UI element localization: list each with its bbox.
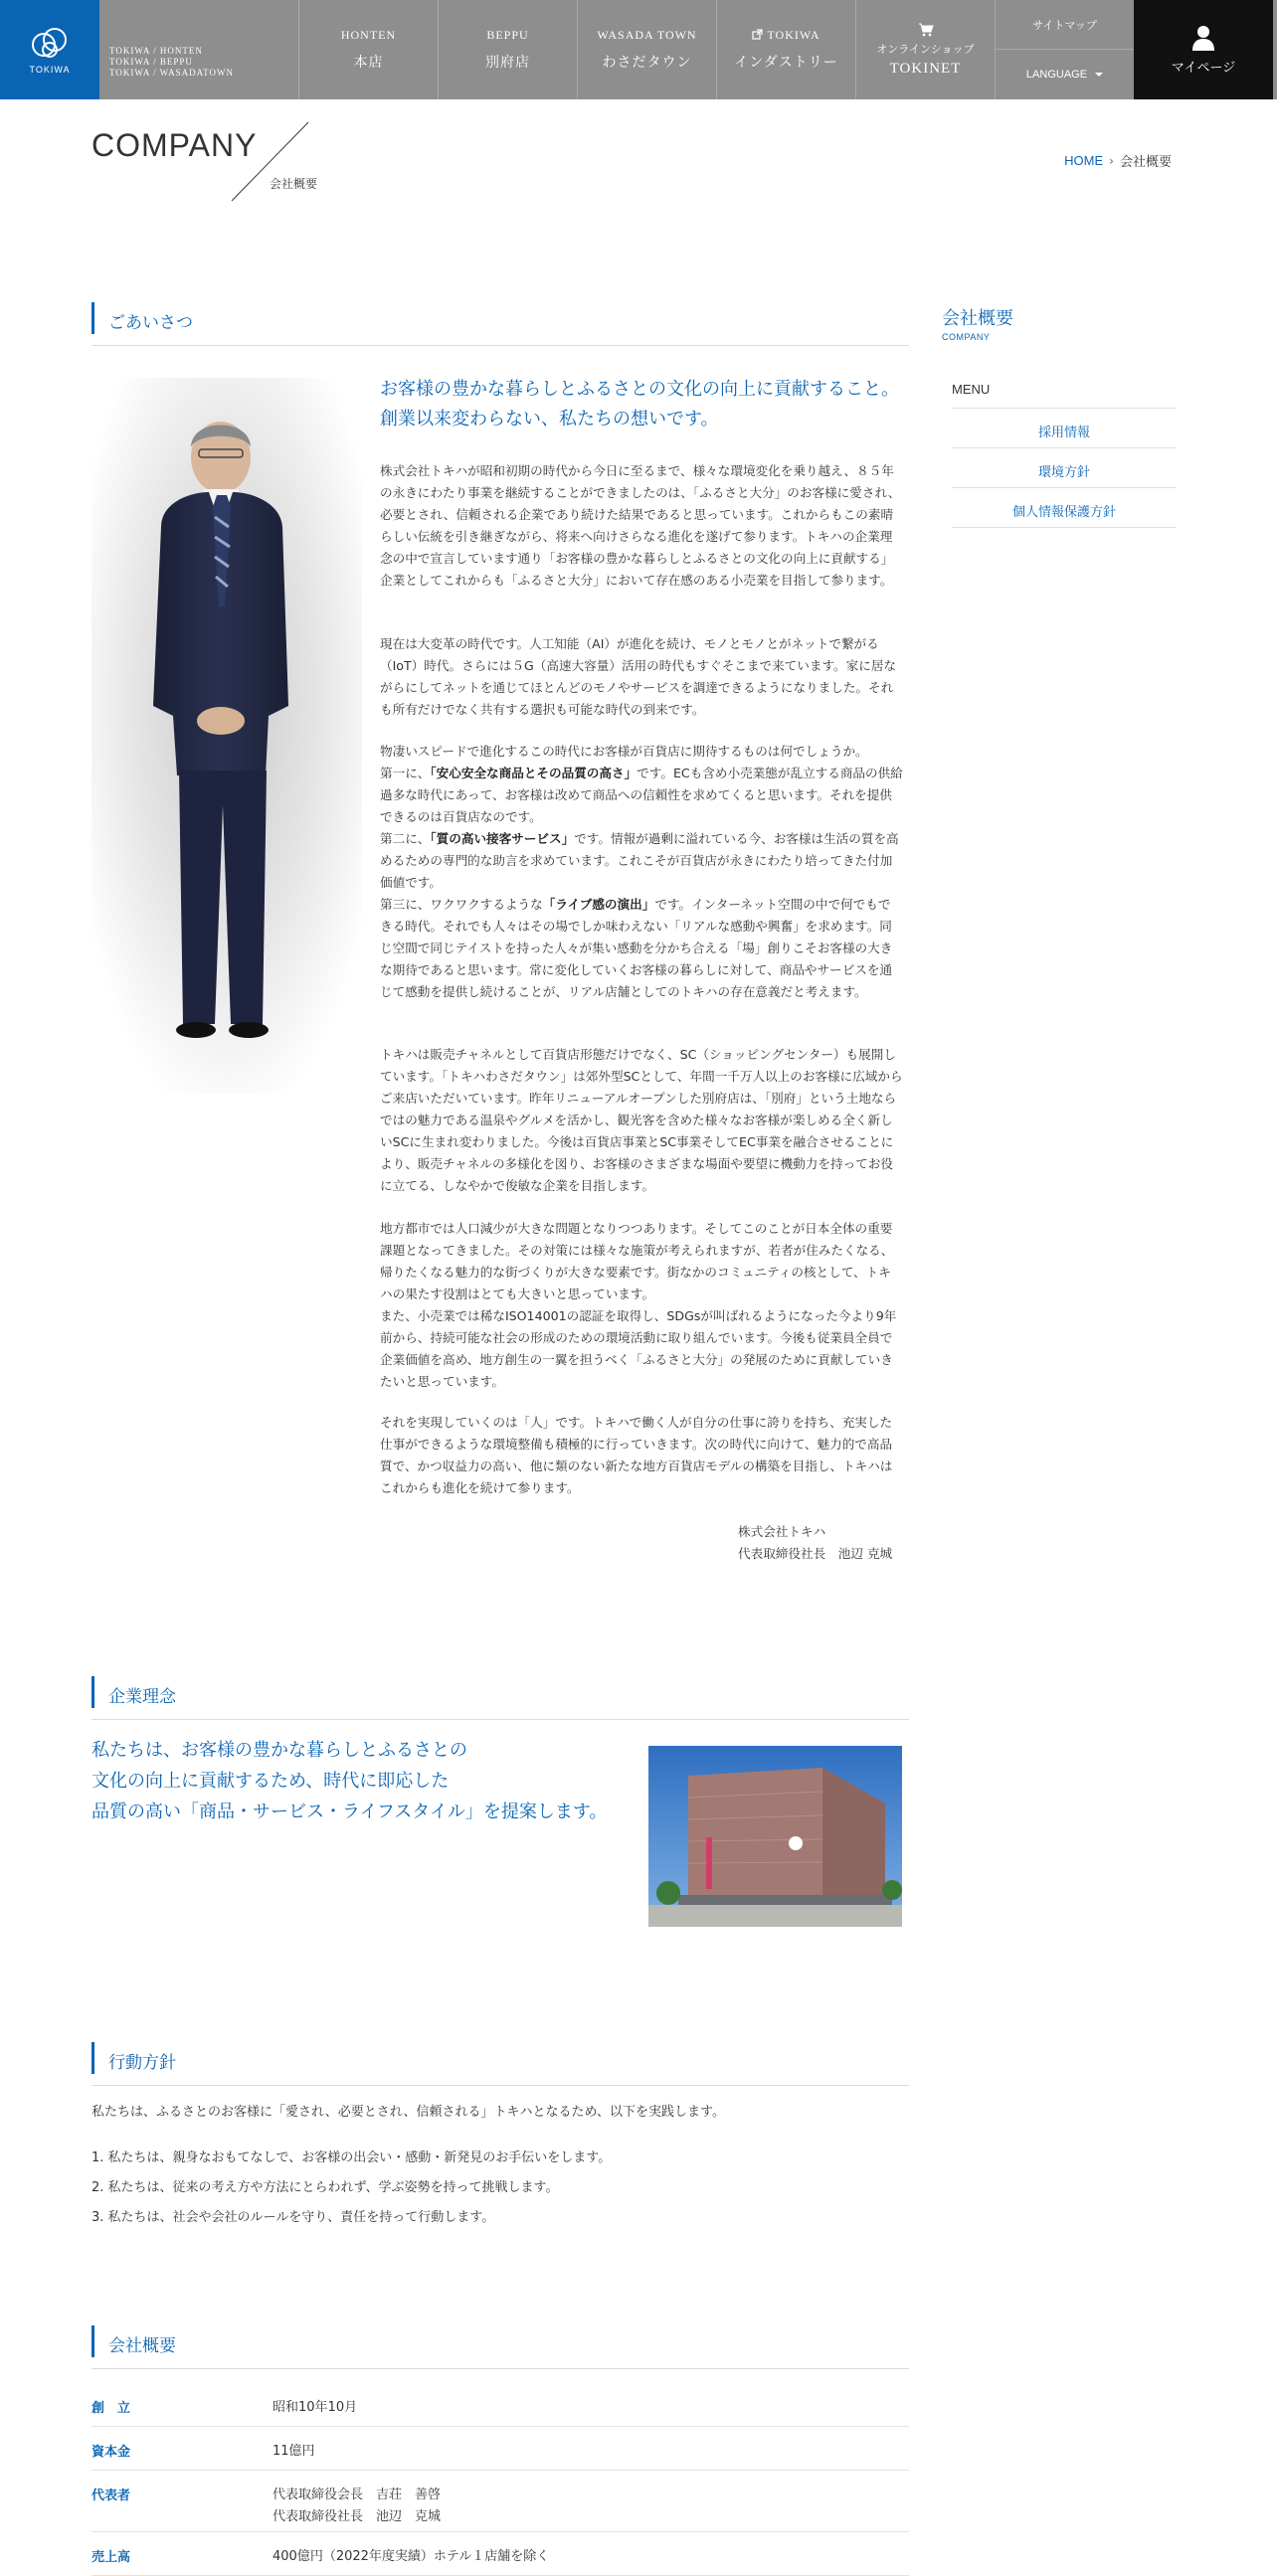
row-value-line-1: 代表取締役会長 吉荘 善啓 xyxy=(273,2488,442,2502)
greeting-heading: ごあいさつ xyxy=(108,313,193,333)
greeting-heading-block xyxy=(91,298,909,346)
p3-second-pre: 第二に、 xyxy=(380,831,431,846)
nav-wasada-en: WASADA TOWN xyxy=(597,28,697,42)
site-header xyxy=(0,0,1277,99)
signature-name: 代表取締役社長 池辺 克城 xyxy=(738,1546,893,1561)
greeting-p3-intro: 物凄いスピードで進化するこの時代にお客様が百貨店に期待するものは何でしょうか。 xyxy=(380,744,868,759)
row-key: 創 立 xyxy=(91,2401,131,2416)
greeting-p5-a: 地方都市では人口減少が大きな問題となりつつあります。そしてこのことが日本全体の重要課題となってきました。その対策には様々な施策が考えられますが、若者が住みたくなる、帰りたくなる魅力的な街づくりが大きな要素です。街なかのコミュニティの核として、トキハの果たす役割はとても大きいと思っています。 xyxy=(380,1221,894,1301)
sidebar-menu-label: MENU xyxy=(952,382,991,397)
branch-list xyxy=(99,0,298,99)
sidebar-subtitle: COMPANY xyxy=(942,332,991,342)
greeting-p5-b: また、小売業では稀なISO14001の認証を取得し、SDGsが叫ばれるようになった今より9年前から、持続可能な社会の形成のための環境活動に取り組んでいます。今後も従業員全員で企業価値を高め、地方創生の一翼を担うべく「ふるさと大分」の発展のために貢献していきたいと思っています。 xyxy=(380,1308,897,1389)
table-row xyxy=(91,2383,909,2427)
p3-third-post: です。インターネット空間の中で何でもできる時代。それでも人々はその場でしか味わえない「リアルな感動や興奮」を求めます。同じ空間で同じテイストを持った人々が集い感動を分かち合える「場」創りこそお客様の大きな期待であると思います。常に変化していくお客様の暮らしに対して、商品やサービスを通じて感動を提供し続けることが、リアル店舗としてのトキハの存在意義だと考えます。 xyxy=(380,897,893,999)
greeting-paragraph-2: 現在は大変革の時代です。人工知能（AI）が進化を続け、モノとモノとがネットで繋がる（IoT）時代。さらには５G（高速大容量）活用の時代もすぐそこまで来ています。家に居ながらにしてネットを通じてほとんどのモノやサービスを調達できるようになりました。それも所有だけでなく共有する選択も可能な時代の到来です。 xyxy=(380,636,897,717)
nav-industry-en xyxy=(752,28,820,43)
row-value: 400億円（2022年度実績）ホテル１店舗を除く xyxy=(273,2549,550,2564)
branch-beppu: TOKIWA / BEPPU xyxy=(109,56,193,67)
sidebar-item-privacy[interactable]: 個人情報保護方針 xyxy=(1011,505,1116,520)
tokiwa-logo[interactable] xyxy=(0,0,99,99)
policy-item: 2. 私たちは、従来の考え方や方法にとらわれず、学ぶ姿勢を持って挑戦します。 xyxy=(91,2180,559,2195)
page-subtitle: 会社概要 xyxy=(270,177,318,191)
sidebar-divider xyxy=(952,408,1177,409)
heading-accent-bar xyxy=(91,2042,94,2074)
table-row xyxy=(91,2427,909,2471)
mypage-button[interactable] xyxy=(1134,0,1273,99)
philosophy-statement xyxy=(91,1735,607,1827)
breadcrumb-current: 会社概要 xyxy=(1119,155,1172,170)
greeting-p3-third xyxy=(380,894,903,1003)
p3-first-pre: 第一に、 xyxy=(380,766,431,780)
p3-third-pre: 第三に、ワクワクするような xyxy=(380,897,543,912)
nav-honten-jp: 本店 xyxy=(353,55,384,71)
sidebar-divider xyxy=(952,487,1177,488)
mypage-label: マイページ xyxy=(1171,60,1236,76)
nav-industry-jp: インダストリー xyxy=(734,55,838,71)
philosophy-heading: 企業理念 xyxy=(108,1687,176,1707)
language-label: LANGUAGE xyxy=(1025,69,1088,81)
nav-beppu-en: BEPPU xyxy=(486,28,529,42)
sidebar-title: 会社概要 xyxy=(942,308,1013,329)
page-title: COMPANY xyxy=(91,127,258,163)
greeting-paragraph-6: それを実現していくのは「人」です。トキハで働く人が自分の仕事に誇りを持ち、充実した仕事ができるような環境整備も積極的に行っていきます。次の時代に向けて、魅力的で高品質で、かつ収益力の高い、他に類のない新たな地方百貨店モデルの構築を目指し、トキハはこれからも進化を続けて参ります。 xyxy=(380,1415,893,1495)
user-icon xyxy=(1191,25,1215,51)
cart-icon xyxy=(918,23,934,37)
overview-heading: 会社概要 xyxy=(108,2336,176,2356)
philosophy-heading-block xyxy=(91,1672,909,1720)
nav-wasada[interactable] xyxy=(577,0,716,99)
policy-heading: 行動方針 xyxy=(108,2053,176,2073)
tokiwa-logo-mark-icon xyxy=(26,25,74,63)
greeting-paragraph-3 xyxy=(380,741,903,1003)
nav-beppu[interactable] xyxy=(438,0,577,99)
utility-nav xyxy=(995,0,1134,99)
sidebar-divider xyxy=(952,527,1177,528)
row-value: 11億円 xyxy=(273,2444,315,2459)
table-row xyxy=(91,2471,909,2532)
breadcrumb-home[interactable]: HOME xyxy=(1064,153,1104,168)
nav-tokinet-label: TOKINET xyxy=(889,60,962,77)
greeting-paragraph-5 xyxy=(380,1218,903,1393)
heading-accent-bar xyxy=(91,1676,94,1708)
greeting-p3-first xyxy=(380,763,903,828)
nav-industry[interactable] xyxy=(716,0,855,99)
p3-second-bold: 「質の高い接客サービス」 xyxy=(430,831,575,846)
greeting-p3-second xyxy=(380,828,903,894)
p3-second-post: です。情報が過剰に溢れている今、お客様は生活の質を高めるための専門的な助言を求めています。これこそが百貨店が永きにわたり培ってきた付加価値です。 xyxy=(380,831,899,890)
philosophy-line-1: 私たちは、お客様の豊かな暮らしとふるさとの xyxy=(91,1740,467,1761)
logo-text: TOKIWA xyxy=(29,65,71,75)
nav-online-shop-label: オンラインショップ xyxy=(876,42,975,56)
signature-company: 株式会社トキハ xyxy=(738,1524,826,1539)
branch-wasada: TOKIWA / WASADATOWN xyxy=(109,67,235,78)
row-key: 資本金 xyxy=(91,2445,131,2460)
heading-accent-bar xyxy=(91,302,94,334)
greeting-lead: お客様の豊かな暮らしとふるさとの文化の向上に貢献すること。創業以来変わらない、私たちの想いです。 xyxy=(380,379,899,429)
policy-intro: 私たちは、ふるさとのお客様に「愛され、必要とされ、信頼される」トキハとなるため、以下を実践します。 xyxy=(91,2105,726,2120)
philosophy-line-2: 文化の向上に貢献するため、時代に即応した xyxy=(91,1771,450,1792)
greeting-paragraph-1: 株式会社トキハが昭和初期の時代から今日に至るまで、様々な環境変化を乗り越え、８５年の永きにわたり事業を継続することができましたのは、「ふるさと大分」のお客様に愛され、必要とされ、信頼される企業であり続けた結果であると思っています。これからもこの素晴らしい伝統を引き継ぎながら、将来へ向けさらなる進化を遂げて参ります。トキハの企業理念の中で宣言しています通り「お客様の豊かな暮らしとふるさとの文化の向上に貢献する」企業としてこれからも「ふるさと大分」において存在感のある小売業を目指して参ります。 xyxy=(380,463,901,588)
greeting-paragraph-4: トキハは販売チャネルとして百貨店形態だけでなく、SC（ショッピングセンター）も展開しています。「トキハわさだタウン」は郊外型SCとして、年間一千万人以上のお客様に広域からご来店いただいています。昨年リニューアルオープンした別府店は、「別府」という土地ならではの魅力である温泉やグルメを活かし、観光客を含めた様々なお客様が楽しめる全く新しいSCに生まれ変わりました。今後は百貨店事業とSC事業そしてEC事業を融合させることにより、販売チャネルの多様化を図り、お客様のさまざまな場面や要望に機動力を持ってお役に立てる、しなやかで俊敏な企業を目指します。 xyxy=(380,1047,903,1193)
row-value: 昭和10年10月 xyxy=(273,2400,358,2415)
row-value-line-2: 代表取締役社長 池辺 克城 xyxy=(273,2509,442,2524)
greeting-signature xyxy=(738,1521,892,1565)
policy-item: 3. 私たちは、社会や会社のルールを守り、責任を持って行動します。 xyxy=(91,2210,495,2225)
nav-industry-en-label: TOKIWA xyxy=(767,28,821,42)
p3-third-bold: 「ライブ感の演出」 xyxy=(542,897,655,912)
p3-first-bold: 「安心安全な商品とその品質の高さ」 xyxy=(430,766,638,780)
sitemap-link[interactable]: サイトマップ xyxy=(996,0,1134,50)
external-link-icon xyxy=(752,29,763,40)
nav-honten-en: HONTEN xyxy=(340,28,397,42)
row-value xyxy=(273,2485,441,2528)
row-key: 売上高 xyxy=(91,2550,131,2565)
row-key: 代表者 xyxy=(91,2489,131,2503)
branch-honten: TOKIWA / HONTEN xyxy=(109,45,203,56)
caret-down-icon xyxy=(1095,72,1103,78)
breadcrumb xyxy=(1064,151,1172,170)
table-row xyxy=(91,2532,909,2576)
sidebar-divider xyxy=(952,447,1177,448)
president-portrait xyxy=(91,378,362,1094)
philosophy-line-3: 品質の高い「商品・サービス・ライフスタイル」を提案します。 xyxy=(91,1802,608,1822)
policy-list xyxy=(91,2144,611,2233)
heading-accent-bar xyxy=(91,2325,94,2357)
nav-beppu-jp: 別府店 xyxy=(485,55,530,71)
policy-heading-block xyxy=(91,2038,909,2086)
language-select[interactable] xyxy=(996,50,1134,99)
nav-honten[interactable] xyxy=(298,0,438,99)
nav-online-shop[interactable] xyxy=(855,0,995,99)
sidebar-item-environment[interactable]: 環境方針 xyxy=(1037,465,1090,480)
breadcrumb-separator: › xyxy=(1109,153,1114,168)
nav-wasada-jp: わさだタウン xyxy=(602,55,692,71)
store-building-photo xyxy=(648,1746,902,1927)
policy-item: 1. 私たちは、親身なおもてなしで、お客様の出会い・感動・新発見のお手伝いをします。 xyxy=(91,2150,612,2165)
sidebar-item-recruit[interactable]: 採用情報 xyxy=(1037,426,1090,440)
overview-heading-block xyxy=(91,2321,909,2369)
p3-first-post: です。ECも含め小売業態が乱立する商品の供給過多な時代にあって、お客様は改めて商品への信頼性を求めてくると思います。それを提供できるのは百貨店なのです。 xyxy=(380,766,903,824)
